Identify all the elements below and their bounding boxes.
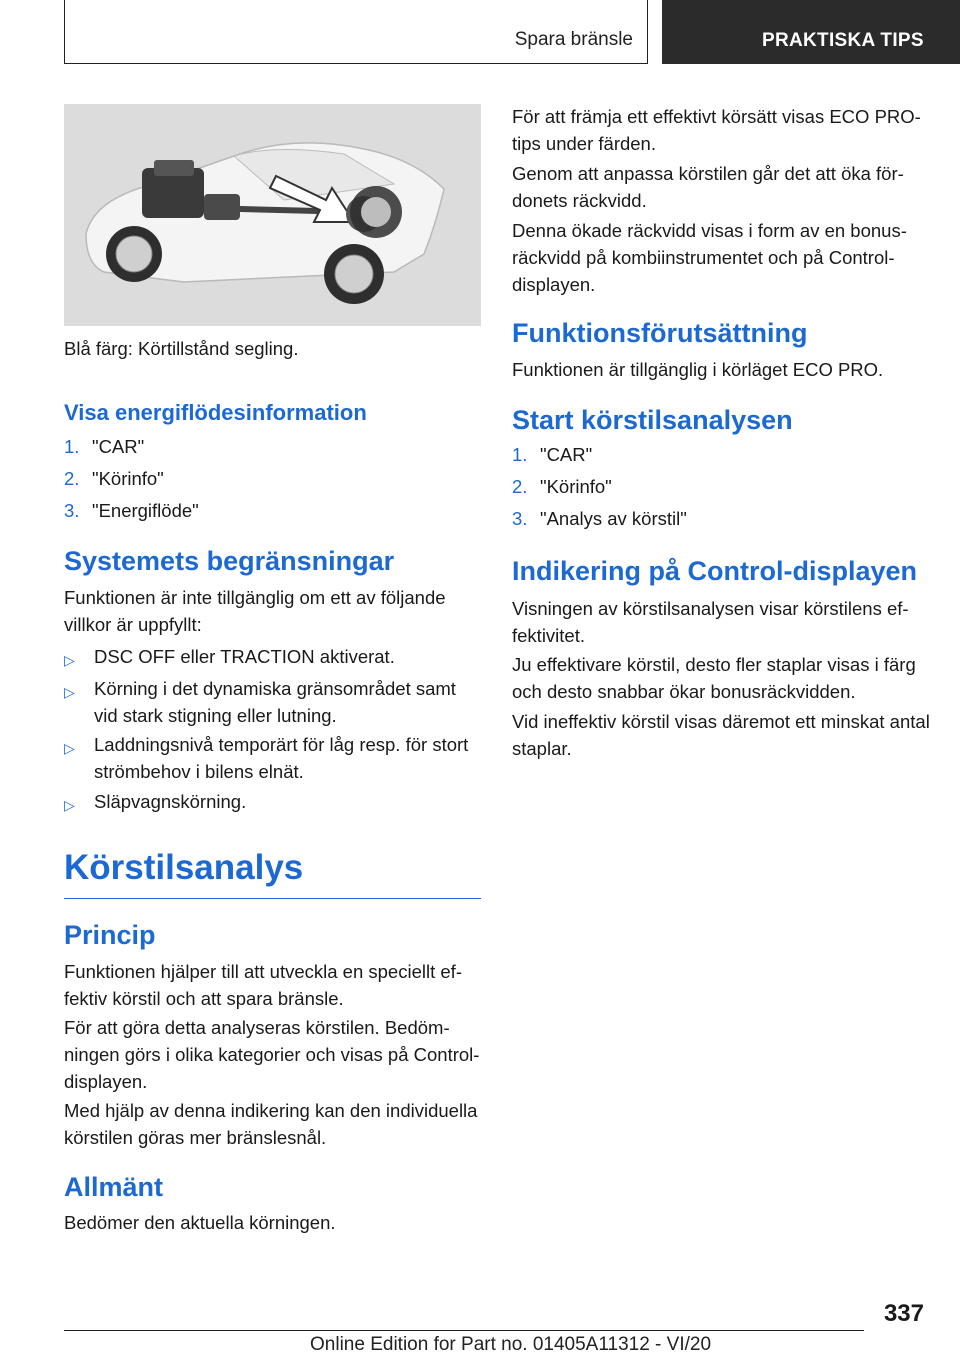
heading-driving-style-analysis: Körstilsanalys	[64, 848, 481, 899]
header-chapter-tab: PRAKTISKA TIPS	[662, 0, 960, 64]
limits-item-4	[64, 788, 482, 815]
triangle-bullet-icon: ▷	[64, 740, 75, 756]
limits-item-text: Släpvagnskörning.	[94, 791, 247, 812]
eco-pro-paragraph-3: Denna ökade räckvidd visas i form av en bonusräckvidd på kombiinstrumentet och på Control-displayen.	[512, 220, 907, 295]
start-step-1	[512, 444, 592, 466]
display-paragraph-3: Vid ineffektiv körstil visas däremot ett minskat antal staplar.	[512, 711, 930, 759]
requirement-paragraph: Funktionen är tillgänglig i körläget ECO PRO.	[512, 359, 884, 380]
page-number: 337	[883, 1300, 924, 1327]
footer-edition: Online Edition for Part no. 01405A11312 - VI/20	[310, 1334, 712, 1355]
triangle-bullet-icon: ▷	[64, 684, 75, 700]
step-text: "Analys av körstil"	[540, 508, 687, 529]
start-step-3	[512, 508, 687, 530]
step-text: "Körinfo"	[540, 476, 612, 497]
footer-divider	[64, 1330, 864, 1331]
limits-item-3	[64, 731, 482, 785]
header-section-box	[64, 0, 648, 64]
car-drivetrain-illustration	[64, 104, 481, 326]
step-number: 2.	[64, 468, 80, 489]
display-paragraph-1: Visningen av körstilsanalysen visar körstilens effektivitet.	[512, 598, 909, 646]
eco-pro-paragraph-2: Genom att anpassa körstilen går det att öka fördonets räckvidd.	[512, 163, 904, 211]
principle-paragraph-3: Med hjälp av denna indikering kan den individuella körstilen göras mer bränslesnål.	[64, 1100, 478, 1148]
step-text: "Körinfo"	[92, 468, 164, 489]
step-text: "Energiflöde"	[92, 500, 199, 521]
display-paragraph-2: Ju effektivare körstil, desto fler staplar visas i färg och desto snabbar ökar bonusräckvidden.	[512, 654, 916, 702]
step-number: 2.	[512, 476, 528, 497]
limits-item-text: Laddningsnivå temporärt för låg resp. för stort strömbehov i bilens elnät.	[94, 734, 469, 782]
heading-energy-flow: Visa energiflödesinformation	[64, 400, 367, 425]
step-number: 3.	[512, 508, 528, 529]
limits-item-2	[64, 675, 482, 729]
heading-start-analysis: Start körstilsanalysen	[512, 405, 793, 435]
step-text: "CAR"	[92, 436, 145, 457]
car-illustration-svg	[64, 104, 481, 326]
header-section-title: Spara bränsle	[514, 29, 633, 50]
step-number: 1.	[512, 444, 528, 465]
heading-general: Allmänt	[64, 1172, 164, 1202]
heading-function-requirement: Funktionsförutsättning	[512, 318, 808, 348]
energy-step-3	[64, 500, 199, 522]
triangle-bullet-icon: ▷	[64, 652, 75, 668]
limits-intro: Funktionen är inte tillgänglig om ett av följande villkor är uppfyllt:	[64, 587, 446, 635]
step-number: 3.	[64, 500, 80, 521]
limits-item-text: Körning i det dynamiska gränsområdet samt vid stark stigning eller lutning.	[94, 678, 456, 726]
step-text: "CAR"	[540, 444, 593, 465]
energy-step-1	[64, 436, 144, 458]
heading-principle: Princip	[64, 920, 156, 950]
heading-system-limits: Systemets begränsningar	[64, 546, 395, 576]
step-number: 1.	[64, 436, 80, 457]
eco-pro-paragraph-1: För att främja ett effektivt körsätt visas ECO PRO-tips under färden.	[512, 106, 921, 154]
energy-step-2	[64, 468, 164, 490]
principle-paragraph-2: För att göra detta analyseras körstilen. Bedömningen görs i olika kategorier och visas på Control-displayen.	[64, 1017, 480, 1092]
limits-item-text: DSC OFF eller TRACTION aktiverat.	[94, 646, 395, 667]
heading-control-display-indicator: Indikering på Control-displayen	[512, 556, 918, 586]
figure-caption: Blå färg: Körtillstånd segling.	[64, 338, 299, 359]
principle-paragraph-1: Funktionen hjälper till att utveckla en speciellt effektiv körstil och att spara bränsle.	[64, 961, 462, 1009]
start-step-2	[512, 476, 612, 498]
general-paragraph-1: Bedömer den aktuella körningen.	[64, 1212, 336, 1233]
limits-item-1	[64, 643, 482, 670]
triangle-bullet-icon: ▷	[64, 797, 75, 813]
